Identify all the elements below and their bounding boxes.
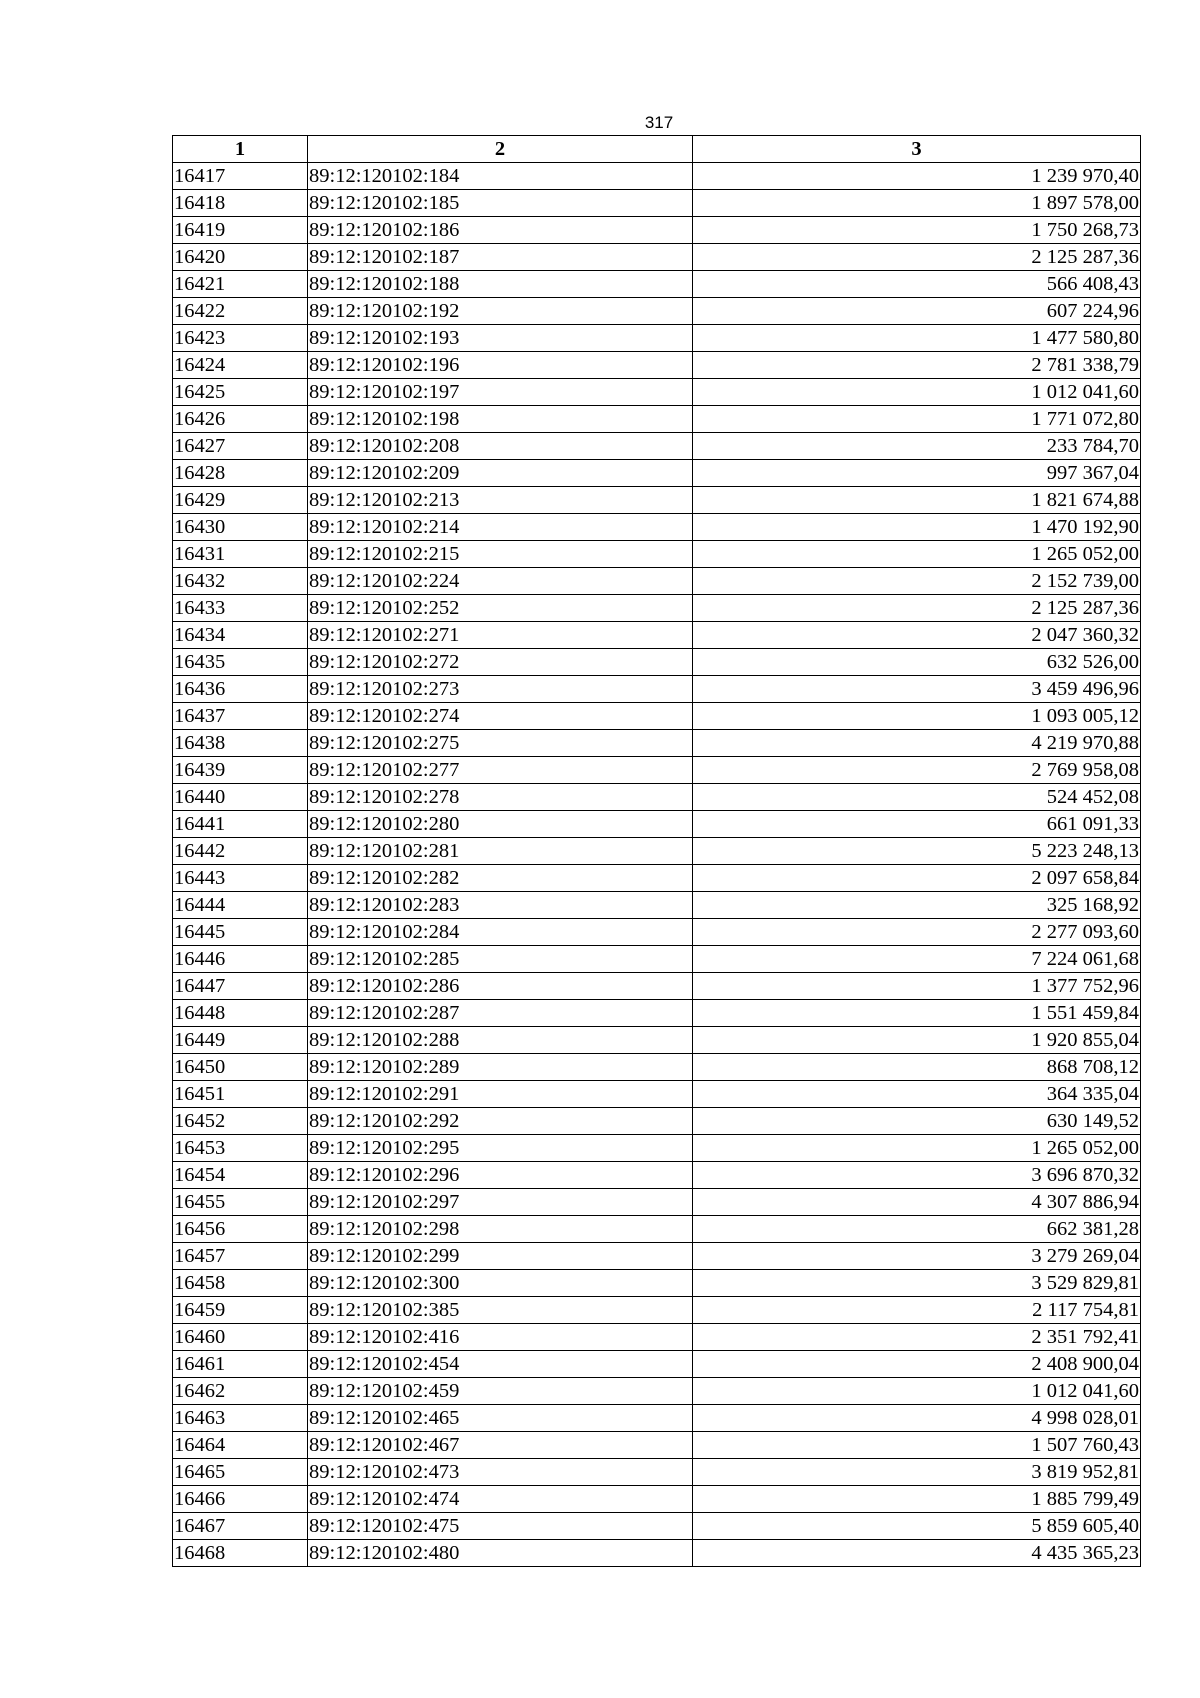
cadastral-value-cell: 3 696 870,32 (693, 1162, 1141, 1189)
cadastral-number-cell: 89:12:120102:197 (308, 379, 693, 406)
cadastral-number-cell: 89:12:120102:186 (308, 217, 693, 244)
table-row (173, 1513, 1141, 1540)
table-row (173, 1216, 1141, 1243)
row-number-cell: 16461 (173, 1351, 308, 1378)
row-number-cell: 16455 (173, 1189, 308, 1216)
cadastral-number-cell: 89:12:120102:252 (308, 595, 693, 622)
cadastral-value-cell: 607 224,96 (693, 298, 1141, 325)
row-number-cell: 16442 (173, 838, 308, 865)
table-row (173, 460, 1141, 487)
cadastral-value-cell: 2 117 754,81 (693, 1297, 1141, 1324)
row-number-cell: 16441 (173, 811, 308, 838)
table-row (173, 973, 1141, 1000)
cadastral-number-cell: 89:12:120102:296 (308, 1162, 693, 1189)
row-number-cell: 16432 (173, 568, 308, 595)
table-row (173, 730, 1141, 757)
cadastral-value-cell: 4 219 970,88 (693, 730, 1141, 757)
table-row (173, 757, 1141, 784)
cadastral-value-cell: 1 239 970,40 (693, 163, 1141, 190)
column-header-value: 3 (693, 136, 1141, 163)
cadastral-value-cell: 4 435 365,23 (693, 1540, 1141, 1567)
table-row (173, 514, 1141, 541)
cadastral-value-cell: 4 998 028,01 (693, 1405, 1141, 1432)
cadastral-value-cell: 1 265 052,00 (693, 541, 1141, 568)
table-header-row (173, 136, 1141, 163)
row-number-cell: 16463 (173, 1405, 308, 1432)
cadastral-number-cell: 89:12:120102:285 (308, 946, 693, 973)
table-row (173, 784, 1141, 811)
cadastral-value-cell: 3 819 952,81 (693, 1459, 1141, 1486)
cadastral-number-cell: 89:12:120102:480 (308, 1540, 693, 1567)
cadastral-value-cell: 1 771 072,80 (693, 406, 1141, 433)
cadastral-value-cell: 2 769 958,08 (693, 757, 1141, 784)
table-row (173, 244, 1141, 271)
row-number-cell: 16457 (173, 1243, 308, 1270)
row-number-cell: 16449 (173, 1027, 308, 1054)
row-number-cell: 16456 (173, 1216, 308, 1243)
cadastral-number-cell: 89:12:120102:278 (308, 784, 693, 811)
table-row (173, 1189, 1141, 1216)
cadastral-value-cell: 3 459 496,96 (693, 676, 1141, 703)
cadastral-value-cell: 661 091,33 (693, 811, 1141, 838)
cadastral-number-cell: 89:12:120102:292 (308, 1108, 693, 1135)
cadastral-number-cell: 89:12:120102:473 (308, 1459, 693, 1486)
cadastral-number-cell: 89:12:120102:193 (308, 325, 693, 352)
row-number-cell: 16434 (173, 622, 308, 649)
table-row (173, 1000, 1141, 1027)
cadastral-value-cell: 630 149,52 (693, 1108, 1141, 1135)
row-number-cell: 16459 (173, 1297, 308, 1324)
cadastral-number-cell: 89:12:120102:475 (308, 1513, 693, 1540)
cadastral-value-cell: 2 097 658,84 (693, 865, 1141, 892)
cadastral-number-cell: 89:12:120102:280 (308, 811, 693, 838)
row-number-cell: 16467 (173, 1513, 308, 1540)
cadastral-number-cell: 89:12:120102:275 (308, 730, 693, 757)
table-row (173, 703, 1141, 730)
cadastral-number-cell: 89:12:120102:209 (308, 460, 693, 487)
row-number-cell: 16462 (173, 1378, 308, 1405)
table-row (173, 325, 1141, 352)
cadastral-value-cell: 662 381,28 (693, 1216, 1141, 1243)
cadastral-value-cell: 5 223 248,13 (693, 838, 1141, 865)
cadastral-number-cell: 89:12:120102:454 (308, 1351, 693, 1378)
cadastral-number-cell: 89:12:120102:185 (308, 190, 693, 217)
table-row (173, 1324, 1141, 1351)
cadastral-number-cell: 89:12:120102:467 (308, 1432, 693, 1459)
cadastral-value-cell: 5 859 605,40 (693, 1513, 1141, 1540)
cadastral-value-cell: 1 012 041,60 (693, 379, 1141, 406)
cadastral-number-cell: 89:12:120102:271 (308, 622, 693, 649)
table-row (173, 865, 1141, 892)
cadastral-number-cell: 89:12:120102:289 (308, 1054, 693, 1081)
cadastral-number-cell: 89:12:120102:416 (308, 1324, 693, 1351)
cadastral-value-cell: 1 507 760,43 (693, 1432, 1141, 1459)
table-body (173, 163, 1141, 1567)
row-number-cell: 16452 (173, 1108, 308, 1135)
row-number-cell: 16426 (173, 406, 308, 433)
table-row (173, 1054, 1141, 1081)
row-number-cell: 16468 (173, 1540, 308, 1567)
row-number-cell: 16465 (173, 1459, 308, 1486)
table-row (173, 433, 1141, 460)
row-number-cell: 16421 (173, 271, 308, 298)
table-row (173, 190, 1141, 217)
cadastral-value-cell: 2 125 287,36 (693, 244, 1141, 271)
row-number-cell: 16427 (173, 433, 308, 460)
cadastral-value-cell: 1 265 052,00 (693, 1135, 1141, 1162)
row-number-cell: 16436 (173, 676, 308, 703)
cadastral-number-cell: 89:12:120102:283 (308, 892, 693, 919)
row-number-cell: 16438 (173, 730, 308, 757)
cadastral-value-cell: 1 821 674,88 (693, 487, 1141, 514)
cadastral-number-cell: 89:12:120102:291 (308, 1081, 693, 1108)
cadastral-value-cell: 1 551 459,84 (693, 1000, 1141, 1027)
row-number-cell: 16418 (173, 190, 308, 217)
row-number-cell: 16430 (173, 514, 308, 541)
table-row (173, 622, 1141, 649)
table-row (173, 919, 1141, 946)
row-number-cell: 16439 (173, 757, 308, 784)
table-row (173, 1027, 1141, 1054)
table-row (173, 1243, 1141, 1270)
table-row (173, 595, 1141, 622)
row-number-cell: 16447 (173, 973, 308, 1000)
cadastral-number-cell: 89:12:120102:198 (308, 406, 693, 433)
row-number-cell: 16431 (173, 541, 308, 568)
table-row (173, 1378, 1141, 1405)
table-row (173, 1405, 1141, 1432)
cadastral-value-cell: 524 452,08 (693, 784, 1141, 811)
cadastral-value-cell: 1 897 578,00 (693, 190, 1141, 217)
cadastral-value-cell: 2 047 360,32 (693, 622, 1141, 649)
cadastral-number-cell: 89:12:120102:299 (308, 1243, 693, 1270)
cadastral-value-cell: 868 708,12 (693, 1054, 1141, 1081)
column-header-number: 1 (173, 136, 308, 163)
row-number-cell: 16466 (173, 1486, 308, 1513)
cadastral-number-cell: 89:12:120102:192 (308, 298, 693, 325)
table-row (173, 1297, 1141, 1324)
row-number-cell: 16464 (173, 1432, 308, 1459)
cadastral-number-cell: 89:12:120102:184 (308, 163, 693, 190)
row-number-cell: 16437 (173, 703, 308, 730)
cadastral-value-cell: 2 152 739,00 (693, 568, 1141, 595)
row-number-cell: 16424 (173, 352, 308, 379)
cadastral-value-cell: 2 351 792,41 (693, 1324, 1141, 1351)
cadastral-number-cell: 89:12:120102:282 (308, 865, 693, 892)
cadastral-number-cell: 89:12:120102:298 (308, 1216, 693, 1243)
cadastral-value-cell: 7 224 061,68 (693, 946, 1141, 973)
cadastral-number-cell: 89:12:120102:224 (308, 568, 693, 595)
table-row (173, 406, 1141, 433)
cadastral-value-cell: 364 335,04 (693, 1081, 1141, 1108)
row-number-cell: 16435 (173, 649, 308, 676)
cadastral-number-cell: 89:12:120102:196 (308, 352, 693, 379)
table-row (173, 1135, 1141, 1162)
cadastral-value-cell: 2 408 900,04 (693, 1351, 1141, 1378)
column-header-cadastral-number: 2 (308, 136, 693, 163)
table-row (173, 811, 1141, 838)
row-number-cell: 16454 (173, 1162, 308, 1189)
cadastral-number-cell: 89:12:120102:297 (308, 1189, 693, 1216)
cadastral-number-cell: 89:12:120102:287 (308, 1000, 693, 1027)
cadastral-number-cell: 89:12:120102:215 (308, 541, 693, 568)
cadastral-value-cell: 3 279 269,04 (693, 1243, 1141, 1270)
row-number-cell: 16428 (173, 460, 308, 487)
row-number-cell: 16448 (173, 1000, 308, 1027)
cadastral-number-cell: 89:12:120102:208 (308, 433, 693, 460)
cadastral-number-cell: 89:12:120102:273 (308, 676, 693, 703)
table-row (173, 271, 1141, 298)
cadastral-number-cell: 89:12:120102:274 (308, 703, 693, 730)
table-row (173, 568, 1141, 595)
cadastral-value-cell: 1 885 799,49 (693, 1486, 1141, 1513)
table-row (173, 892, 1141, 919)
cadastral-value-cell: 325 168,92 (693, 892, 1141, 919)
cadastral-number-cell: 89:12:120102:187 (308, 244, 693, 271)
cadastral-value-cell: 233 784,70 (693, 433, 1141, 460)
row-number-cell: 16460 (173, 1324, 308, 1351)
cadastral-number-cell: 89:12:120102:465 (308, 1405, 693, 1432)
table-row (173, 649, 1141, 676)
table-row (173, 1459, 1141, 1486)
cadastral-value-cell: 1 750 268,73 (693, 217, 1141, 244)
row-number-cell: 16443 (173, 865, 308, 892)
cadastral-number-cell: 89:12:120102:277 (308, 757, 693, 784)
row-number-cell: 16458 (173, 1270, 308, 1297)
row-number-cell: 16445 (173, 919, 308, 946)
row-number-cell: 16444 (173, 892, 308, 919)
row-number-cell: 16419 (173, 217, 308, 244)
row-number-cell: 16425 (173, 379, 308, 406)
page-number: 317 (644, 113, 674, 132)
cadastral-number-cell: 89:12:120102:385 (308, 1297, 693, 1324)
cadastral-value-cell: 1 377 752,96 (693, 973, 1141, 1000)
table-row (173, 1432, 1141, 1459)
cadastral-number-cell: 89:12:120102:281 (308, 838, 693, 865)
cadastral-number-cell: 89:12:120102:474 (308, 1486, 693, 1513)
table-row (173, 379, 1141, 406)
cadastral-number-cell: 89:12:120102:284 (308, 919, 693, 946)
row-number-cell: 16446 (173, 946, 308, 973)
cadastral-value-cell: 1 470 192,90 (693, 514, 1141, 541)
table-row (173, 1486, 1141, 1513)
table-row (173, 1351, 1141, 1378)
table-row (173, 541, 1141, 568)
row-number-cell: 16451 (173, 1081, 308, 1108)
table-row (173, 1162, 1141, 1189)
cadastral-value-cell: 2 125 287,36 (693, 595, 1141, 622)
cadastral-value-cell: 1 920 855,04 (693, 1027, 1141, 1054)
table-row (173, 1108, 1141, 1135)
row-number-cell: 16450 (173, 1054, 308, 1081)
row-number-cell: 16433 (173, 595, 308, 622)
table-row (173, 676, 1141, 703)
table-row (173, 1270, 1141, 1297)
cadastral-number-cell: 89:12:120102:459 (308, 1378, 693, 1405)
table-row (173, 1540, 1141, 1567)
cadastral-value-cell: 1 477 580,80 (693, 325, 1141, 352)
table-row (173, 352, 1141, 379)
cadastral-value-cell: 3 529 829,81 (693, 1270, 1141, 1297)
table-row (173, 217, 1141, 244)
cadastral-value-cell: 566 408,43 (693, 271, 1141, 298)
row-number-cell: 16429 (173, 487, 308, 514)
table-row (173, 298, 1141, 325)
row-number-cell: 16422 (173, 298, 308, 325)
row-number-cell: 16440 (173, 784, 308, 811)
row-number-cell: 16420 (173, 244, 308, 271)
cadastral-number-cell: 89:12:120102:188 (308, 271, 693, 298)
row-number-cell: 16423 (173, 325, 308, 352)
cadastral-value-cell: 2 781 338,79 (693, 352, 1141, 379)
cadastral-number-cell: 89:12:120102:213 (308, 487, 693, 514)
cadastral-value-cell: 997 367,04 (693, 460, 1141, 487)
table-row (173, 838, 1141, 865)
cadastral-value-cell: 1 012 041,60 (693, 1378, 1141, 1405)
cadastral-value-table (172, 135, 1141, 1567)
cadastral-value-cell: 1 093 005,12 (693, 703, 1141, 730)
cadastral-number-cell: 89:12:120102:272 (308, 649, 693, 676)
cadastral-number-cell: 89:12:120102:288 (308, 1027, 693, 1054)
row-number-cell: 16453 (173, 1135, 308, 1162)
cadastral-value-cell: 632 526,00 (693, 649, 1141, 676)
cadastral-number-cell: 89:12:120102:214 (308, 514, 693, 541)
table-row (173, 163, 1141, 190)
table-row (173, 487, 1141, 514)
cadastral-value-cell: 4 307 886,94 (693, 1189, 1141, 1216)
cadastral-value-cell: 2 277 093,60 (693, 919, 1141, 946)
cadastral-number-cell: 89:12:120102:295 (308, 1135, 693, 1162)
row-number-cell: 16417 (173, 163, 308, 190)
table-row (173, 946, 1141, 973)
cadastral-number-cell: 89:12:120102:286 (308, 973, 693, 1000)
table-row (173, 1081, 1141, 1108)
cadastral-number-cell: 89:12:120102:300 (308, 1270, 693, 1297)
